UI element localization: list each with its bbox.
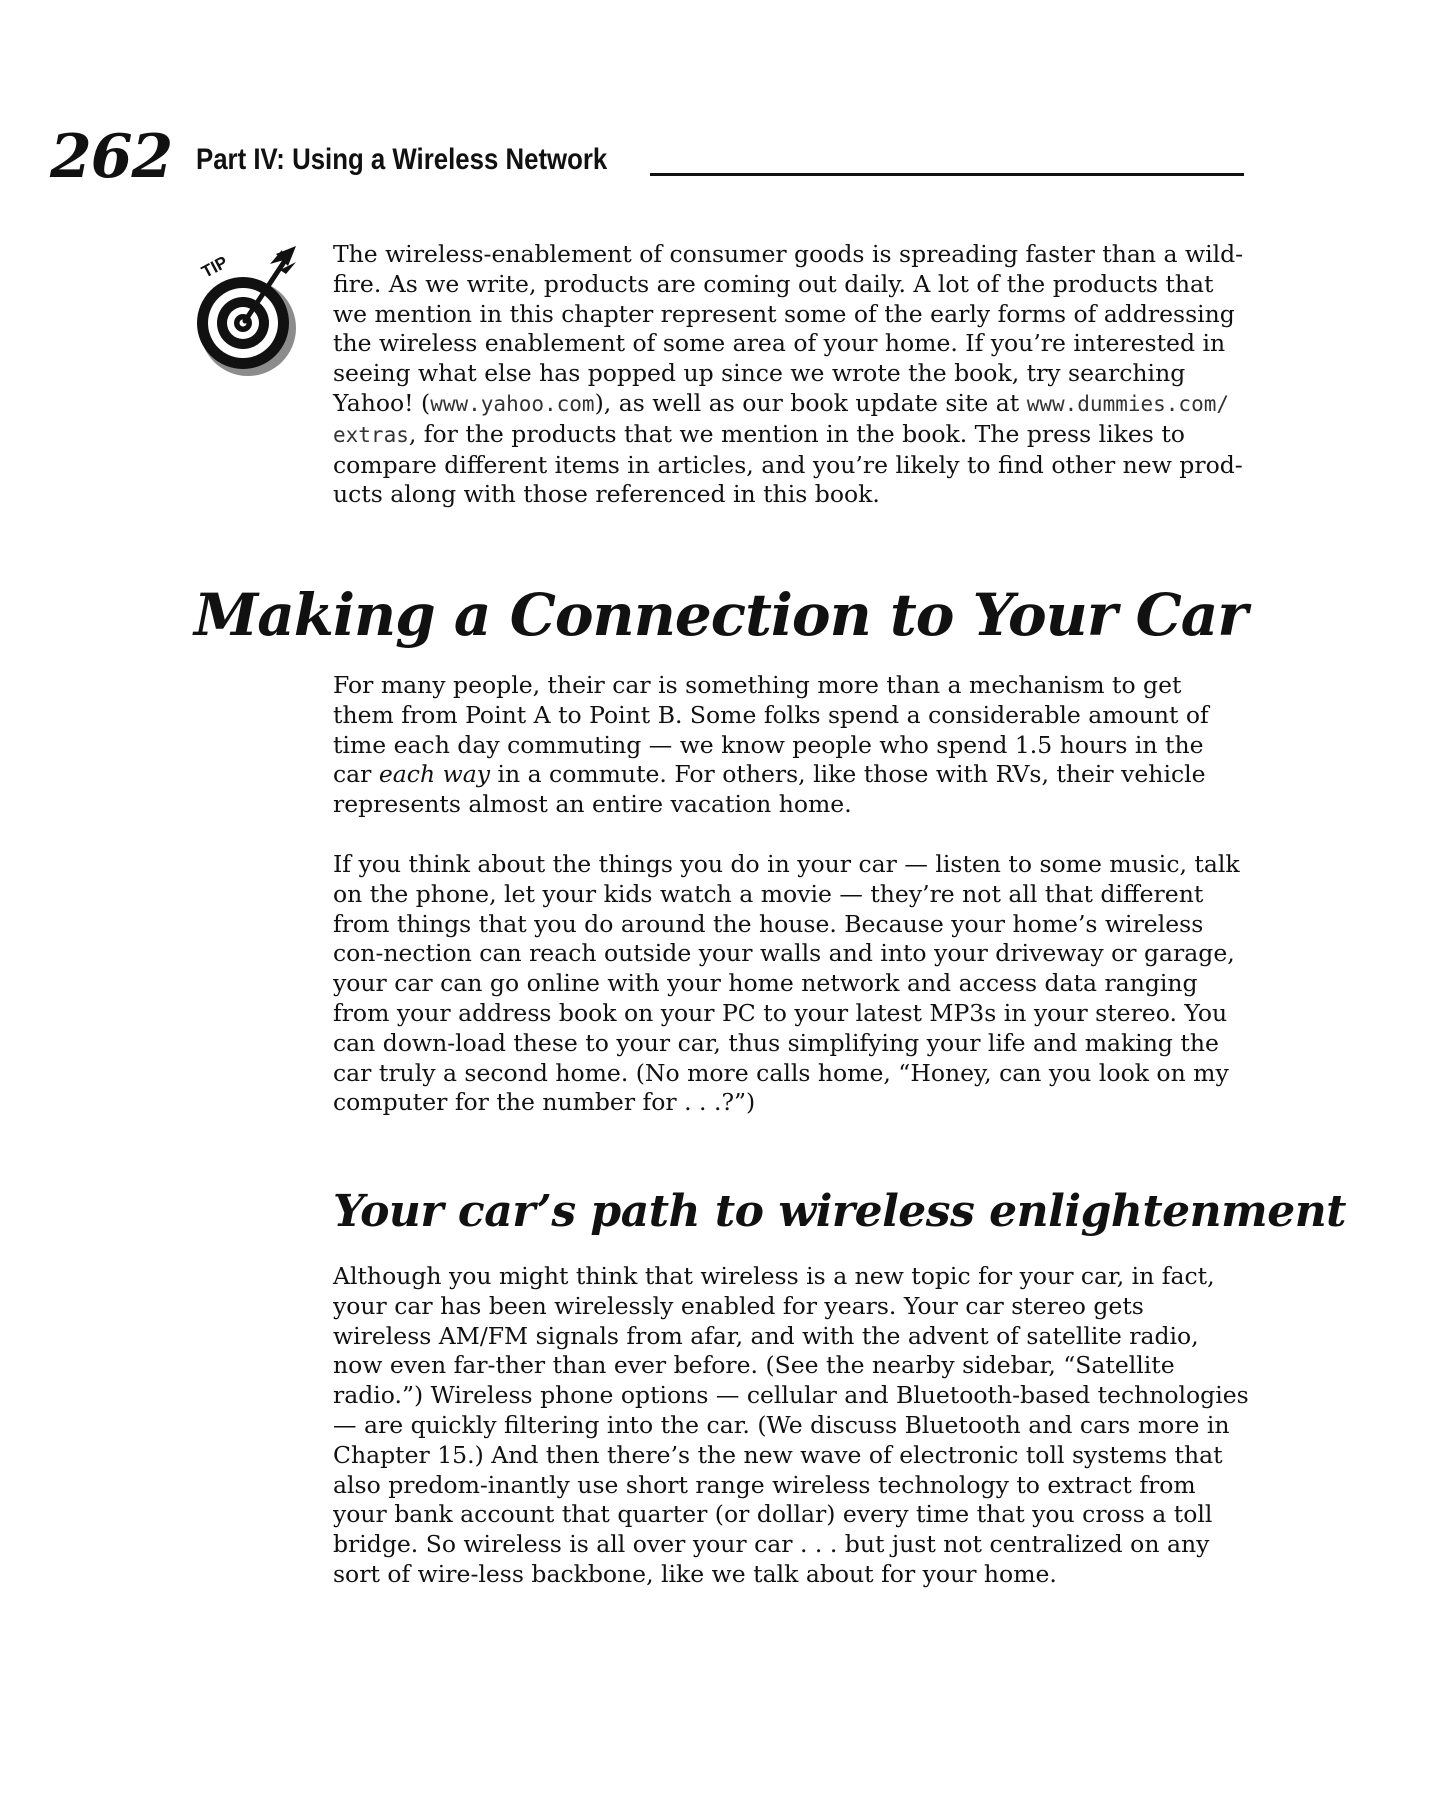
page-number: 262	[50, 122, 173, 192]
section-heading: Making a Connection to Your Car	[194, 581, 1247, 649]
page-header	[50, 122, 1244, 192]
section-paragraph-2: If you think about the things you do in your car — listen to some music, talk on the phone, let your kids watch a movie — they’re not all that different from things that you do around the house. Because your home’s wireless con-nection can reach outside your walls and into your driveway or garage, your car can go online with your home network and access data ranging from your address book on your PC to your latest MP3s in your stereo. You can down-load these to your car, thus simplifying your life and making the car truly a second home. (No more calls home, “Honey, can you look on my computer for the number for . . .?”)	[333, 850, 1240, 1117]
tip-icon-label: TIP	[198, 252, 231, 282]
header-rule	[650, 173, 1244, 176]
running-header-title: Part IV: Using a Wireless Network	[196, 143, 608, 176]
tip-paragraph: The wireless-enablement of consumer goods is spreading faster than a wild-fire. As we write, products are coming out daily. A lot of the products that we mention in this chapter represent some of the early forms of addressing the wireless enablement of some area of your home. If you’re interested in seeing what else has popped up since we wrote the book, try searching Yahoo! (www.yahoo.com), as well as our book update site at www.dummies.com/ extras, for the products that we mention in the book. The press likes to compare different items in articles, and you’re likely to find other new prod-ucts along with those referenced in this book.	[333, 240, 1244, 509]
subsection-heading: Your car’s path to wireless enlightenment	[333, 1186, 1347, 1237]
yahoo-url: www.yahoo.com	[430, 391, 595, 416]
section-paragraph-1: For many people, their car is something more than a mechanism to get them from Point A to Point B. Some folks spend a considerable amount of time each day commuting — we know people who spend 1.5 hours in the car each way in a commute. For others, like those with RVs, their vehicle represents almost an entire vacation home.	[333, 671, 1209, 819]
subsection-paragraph: Although you might think that wireless is a new topic for your car, in fact, your car has been wirelessly enabled for years. Your car stereo gets wireless AM/FM signals from afar, and with the advent of satellite radio, now even far-ther than ever before. (See the nearby sidebar, “Satellite radio.”) Wireless phone options — cellular and Bluetooth-based technologies — are quickly filtering into the car. (We discuss Bluetooth and cars more in Chapter 15.) And then there’s the new wave of electronic toll systems that also predom-inantly use short range wireless technology to extract from your bank account that quarter (or dollar) every time that you cross a toll bridge. So wireless is all over your car . . . but just not centralized on any sort of wire-less backbone, like we talk about for your home.	[333, 1262, 1249, 1588]
tip-target-icon	[188, 240, 308, 380]
dummies-url: www.dummies.com/ extras	[333, 391, 1230, 447]
